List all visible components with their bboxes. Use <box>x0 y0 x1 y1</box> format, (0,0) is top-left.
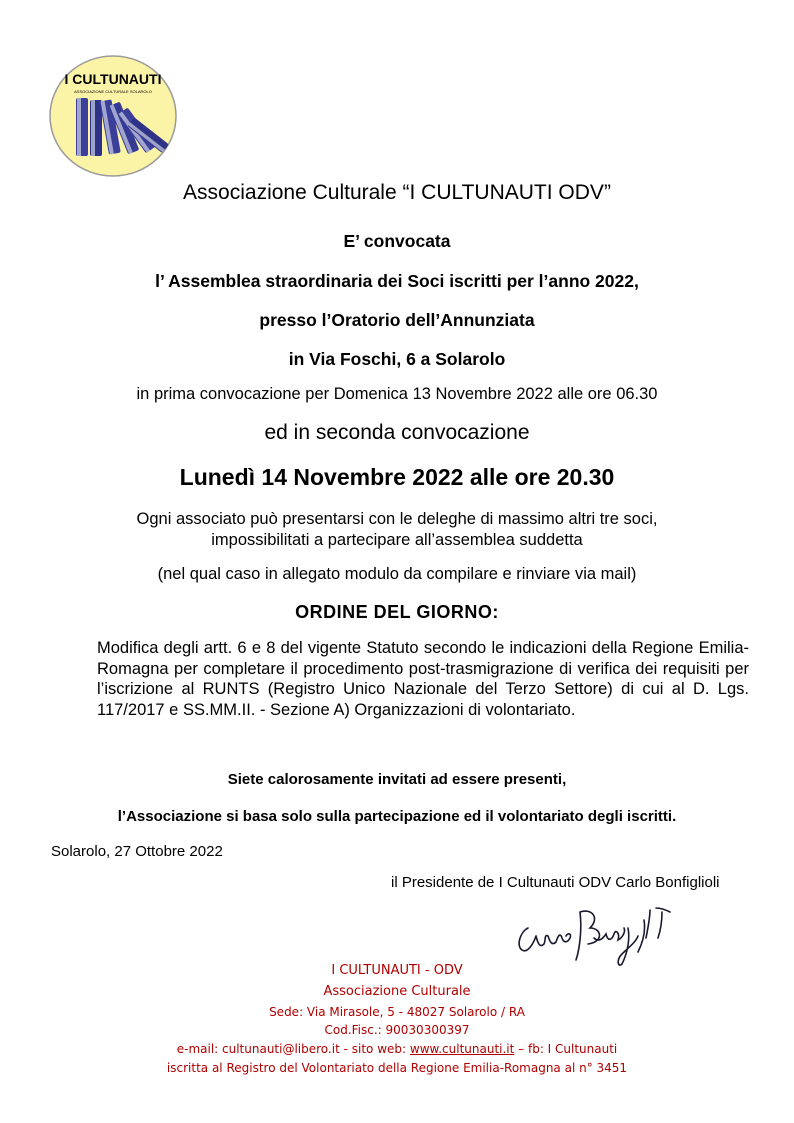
footer-contacts <box>0 1042 794 1056</box>
venue-address: in Via Foschi, 6 a Solarolo <box>288 349 506 369</box>
convocation-heading: E’ convocata <box>343 231 451 251</box>
venue-name: presso l’Oratorio dell’Annunziata <box>259 310 535 330</box>
assembly-description: l’ Assemblea straordinaria dei Soci iscritti per l’anno 2022, <box>155 271 639 291</box>
invitation-line-1: Siete calorosamente invitati ad essere presenti, <box>227 771 567 788</box>
footer-facebook: – fb: I Cultunauti <box>514 1042 618 1056</box>
footer-address: Sede: Via Mirasole, 5 - 48027 Solarolo / RA <box>269 1005 525 1019</box>
invitation-line-2: l’Associazione si basa solo sulla partecipazione ed il volontariato degli iscritti. <box>117 808 677 825</box>
place-and-date: Solarolo, 27 Ottobre 2022 <box>51 843 223 860</box>
cultunauti-logo <box>48 54 178 178</box>
footer-org-name: I CULTUNAUTI - ODV <box>331 963 463 978</box>
logo-title: I CULTUNAUTI <box>64 71 162 87</box>
president-signature-line: il Presidente de I Cultunauti ODV Carlo Bonfiglioli <box>391 874 720 891</box>
handwritten-signature <box>510 898 700 970</box>
proxy-note: (nel qual caso in allegato modulo da compilare e rinviare via mail) <box>157 565 637 583</box>
association-name: Associazione Culturale “I CULTUNAUTI ODV” <box>183 181 611 204</box>
first-call: in prima convocazione per Domenica 13 Novembre 2022 alle ore 06.30 <box>136 385 658 403</box>
agenda-title: ORDINE DEL GIORNO: <box>295 602 499 622</box>
footer-registry: iscritta al Registro del Volontariato della Regione Emilia-Romagna al n° 3451 <box>166 1061 628 1075</box>
footer-tax-code: Cod.Fisc.: 90030300397 <box>324 1023 470 1037</box>
proxy-line-1: Ogni associato può presentarsi con le deleghe di massimo altri tre soci, <box>136 510 658 528</box>
logo-subtitle: ASSOCIAZIONE CULTURALE SOLAROLO <box>74 89 152 94</box>
meeting-date: Lunedì 14 Novembre 2022 alle ore 20.30 <box>179 464 615 490</box>
second-call: ed in seconda convocazione <box>264 421 530 444</box>
proxy-line-2: impossibilitati a partecipare all’assemblea suddetta <box>211 531 583 549</box>
agenda-text: Modifica degli artt. 6 e 8 del vigente Statuto secondo le indicazioni della Regione Emilia-Romagna per completare il procedimento post-trasmigrazione di verifica dei requisiti per l’iscrizione al RUNTS (Registro Unico Nazionale del Terzo Settore) di cui al D. Lgs. 117/2017 e SS.MM.II. - Sezione A) Organizzazioni di volontariato. <box>97 639 749 719</box>
website-link[interactable]: www.cultunauti.it <box>409 1042 515 1056</box>
footer-org-type: Associazione Culturale <box>323 984 471 999</box>
footer-email: e-mail: cultunauti@libero.it - sito web: <box>176 1042 410 1056</box>
